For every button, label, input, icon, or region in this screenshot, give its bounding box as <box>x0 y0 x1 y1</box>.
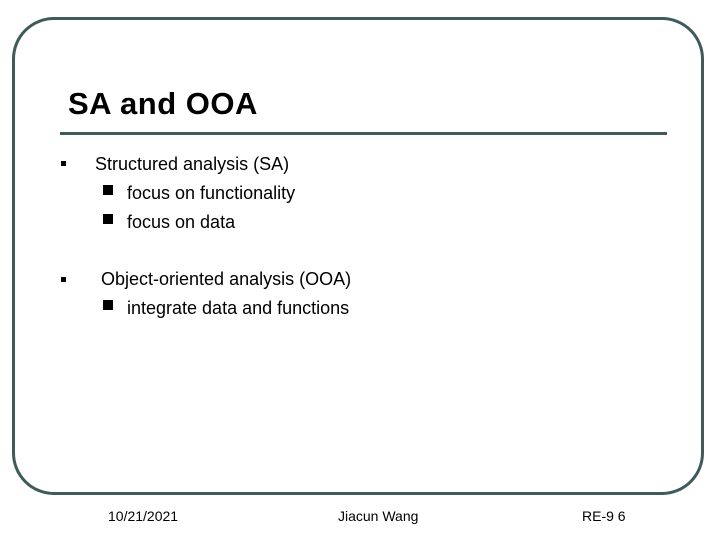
sub-bullet-data: focus on data <box>127 212 236 232</box>
square-bullet-icon <box>61 277 66 282</box>
title-divider <box>60 132 667 135</box>
square-bullet-icon <box>103 214 113 224</box>
square-bullet-icon <box>103 185 113 195</box>
bullet-heading-sa: Structured analysis (SA) <box>95 154 290 174</box>
square-bullet-icon <box>103 300 113 310</box>
footer-author: Jiacun Wang <box>338 508 419 524</box>
square-bullet-icon <box>61 161 66 166</box>
sub-bullet-functionality: focus on functionality <box>127 183 296 203</box>
bullet-heading-ooa: Object-oriented analysis (OOA) <box>101 269 352 289</box>
footer-date: 10/21/2021 <box>108 508 179 524</box>
sub-bullet-integrate: integrate data and functions <box>127 298 350 318</box>
footer-page-number: RE-9 6 <box>582 508 626 524</box>
slide-title: SA and OOA <box>68 86 258 121</box>
